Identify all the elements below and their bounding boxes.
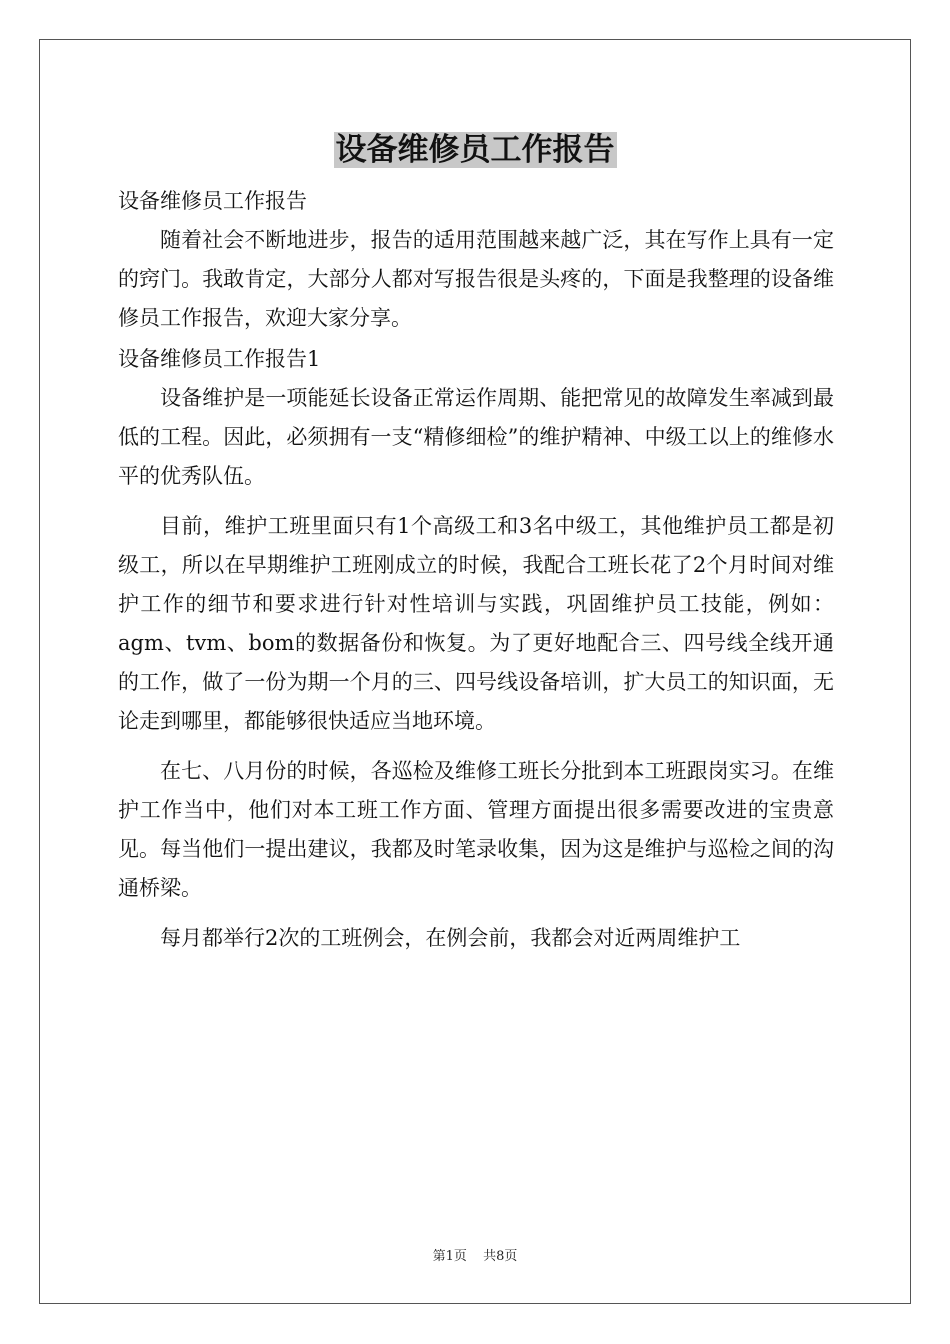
intro-paragraph: 随着社会不断地进步，报告的适用范围越来越广泛，其在写作上具有一定的窍门。我敢肯定，大部分人都对写报告很是头疼的，下面是我整理的设备维修员工作报告，欢迎大家分享。 xyxy=(118,228,834,330)
body-paragraph: 目前，维护工班里面只有1个高级工和3名中级工，其他维护员工都是初级工，所以在早期维护工班刚成立的时候，我配合工班长花了2个月时间对维护工作的细节和要求进行针对性培训与实践，巩固维护员工技能，例如：agm、tvm、bom的数据备份和恢复。为了更好地配合三、四号线全线开通的工作，做了一份为期一个月的三、四号线设备培训，扩大员工的知识面，无论走到哪里，都能够很快适应当地环境。 xyxy=(118,514,834,733)
page-number: 第1页 xyxy=(432,1249,467,1264)
section-heading: 设备维修员工作报告1 xyxy=(118,347,321,371)
body-paragraph: 在七、八月份的时候，各巡检及维修工班长分批到本工班跟岗实习。在维护工作当中，他们对本工班工作方面、管理方面提出很多需要改进的宝贵意见。每当他们一提出建议，我都及时笔录收集，因为这是维护与巡检之间的沟通桥梁。 xyxy=(118,759,834,900)
page-footer xyxy=(0,1245,950,1264)
body-paragraph: 每月都举行2次的工班例会，在例会前，我都会对近两周维护工 xyxy=(160,926,741,950)
subtitle: 设备维修员工作报告 xyxy=(118,189,307,213)
title-text: 设备维修员工作报告 xyxy=(335,132,615,168)
body-paragraph: 设备维护是一项能延长设备正常运作周期、能把常见的故障发生率减到最低的工程。因此，必须拥有一支“精修细检”的维护精神、中级工以上的维修水平的优秀队伍。 xyxy=(118,386,834,488)
page-total: 共8页 xyxy=(483,1249,518,1264)
document-body xyxy=(118,180,834,958)
document-title xyxy=(0,128,950,172)
